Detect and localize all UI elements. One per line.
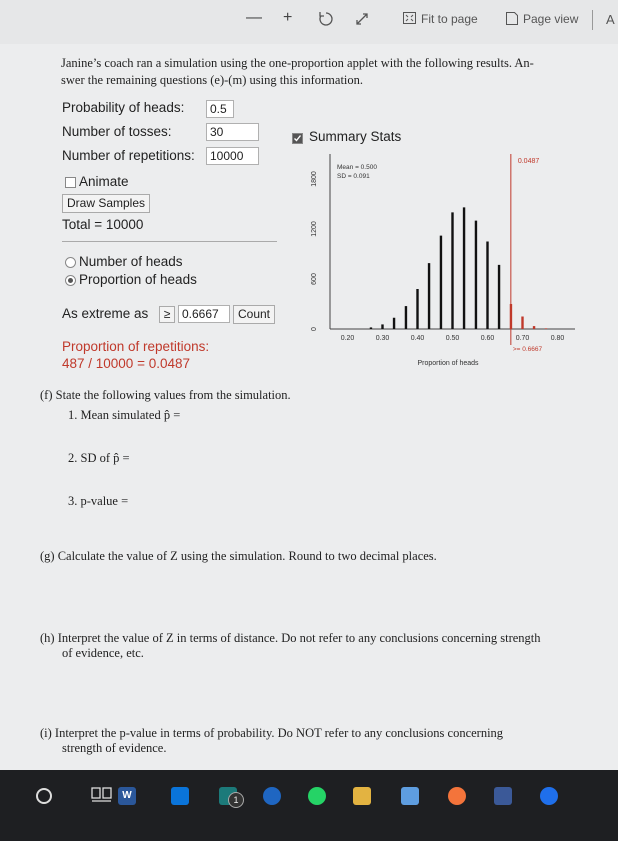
page-view-icon bbox=[506, 12, 518, 28]
y-tick-label: 1200 bbox=[311, 221, 318, 237]
x-tick-label: 0.40 bbox=[410, 335, 425, 342]
pdf-toolbar bbox=[0, 0, 618, 45]
summary-stats-checkbox[interactable] bbox=[292, 133, 303, 144]
total-label: Total = 10000 bbox=[62, 217, 144, 232]
file-explorer-icon[interactable] bbox=[353, 787, 371, 805]
facebook-icon[interactable] bbox=[494, 787, 512, 805]
probability-input[interactable]: 0.5 bbox=[206, 100, 234, 118]
extreme-operator-select[interactable]: ≥ bbox=[159, 306, 175, 323]
x-tick-label: 0.80 bbox=[550, 335, 565, 342]
extreme-label: As extreme as bbox=[62, 306, 149, 321]
animate-label: Animate bbox=[79, 174, 129, 189]
tail-proportion-label: 0.0487 bbox=[517, 158, 540, 165]
question-g: (g) Calculate the value of Z using the simulation. Round to two decimal places. bbox=[40, 549, 437, 563]
intro-line-2: swer the remaining questions (e)-(m) using this information. bbox=[61, 73, 364, 87]
question-i-line-2: strength of evidence. bbox=[62, 741, 167, 755]
proportion-result-label: Proportion of repetitions: bbox=[62, 339, 210, 354]
x-tick-label: 0.60 bbox=[480, 335, 495, 342]
x-axis-label: Proportion of heads bbox=[417, 360, 479, 367]
zoom-in-button[interactable]: + bbox=[283, 9, 293, 26]
cutoff-label: >= 0.6667 bbox=[512, 346, 543, 353]
tosses-input[interactable]: 30 bbox=[206, 123, 259, 141]
count-button[interactable]: Count bbox=[233, 305, 275, 324]
document-page bbox=[0, 44, 618, 770]
tosses-label: Number of tosses: bbox=[62, 124, 172, 139]
checkmark-icon bbox=[293, 134, 302, 143]
question-f2: 2. SD of p̂ = bbox=[68, 451, 130, 465]
sd-stat: SD = 0.091 bbox=[337, 173, 370, 180]
edge-browser-icon[interactable] bbox=[263, 787, 281, 805]
mean-stat: Mean = 0.500 bbox=[337, 164, 377, 171]
fit-to-page-button[interactable]: Fit to page bbox=[421, 12, 478, 26]
toolbar-divider bbox=[592, 10, 593, 30]
question-h-line-2: of evidence, etc. bbox=[62, 646, 144, 660]
taskbar bbox=[0, 770, 618, 841]
cortana-icon[interactable] bbox=[36, 788, 52, 804]
summary-stats-label: Summary Stats bbox=[309, 129, 402, 144]
y-tick-label: 600 bbox=[311, 273, 318, 285]
fullscreen-icon[interactable] bbox=[354, 11, 370, 30]
question-h-line-1: (h) Interpret the value of Z in terms of distance. Do not refer to any conclusions concerning strength bbox=[40, 631, 541, 645]
store-app-icon[interactable] bbox=[171, 787, 189, 805]
number-of-heads-label: Number of heads bbox=[79, 254, 183, 269]
proportion-result-value: 487 / 10000 = 0.0487 bbox=[62, 356, 190, 371]
question-f3: 3. p-value = bbox=[68, 494, 129, 508]
question-f-title: (f) State the following values from the simulation. bbox=[40, 388, 291, 402]
proportion-of-heads-label: Proportion of heads bbox=[79, 272, 197, 287]
intro-line-1: Janine’s coach ran a simulation using the one-proportion applet with the following results. An- bbox=[61, 56, 534, 70]
x-tick-label: 0.30 bbox=[375, 335, 390, 342]
probability-label: Probability of heads: bbox=[62, 100, 185, 115]
x-tick-label: 0.20 bbox=[340, 335, 355, 342]
draw-samples-button[interactable]: Draw Samples bbox=[62, 194, 150, 213]
y-tick-label: 0 bbox=[311, 327, 318, 331]
music-app-icon[interactable] bbox=[448, 787, 466, 805]
whatsapp-icon[interactable] bbox=[308, 787, 326, 805]
proportion-histogram bbox=[300, 144, 585, 374]
question-f1: 1. Mean simulated p̂ = bbox=[68, 408, 181, 422]
number-of-heads-radio[interactable] bbox=[65, 257, 76, 268]
x-tick-label: 0.50 bbox=[445, 335, 460, 342]
fit-to-page-icon bbox=[403, 12, 416, 27]
extreme-value-input[interactable]: 0.6667 bbox=[178, 305, 230, 323]
repetitions-input[interactable]: 10000 bbox=[206, 147, 259, 165]
word-app-icon[interactable]: W bbox=[118, 787, 136, 805]
question-i-line-1: (i) Interpret the p-value in terms of probability. Do NOT refer to any conclusions concerning bbox=[40, 726, 504, 740]
stocks-app-icon[interactable] bbox=[540, 787, 558, 805]
panel-divider bbox=[62, 241, 277, 242]
radio-selected-dot bbox=[68, 278, 73, 283]
proportion-of-heads-radio[interactable] bbox=[65, 275, 76, 286]
rotate-icon[interactable] bbox=[318, 11, 334, 30]
y-tick-label: 1800 bbox=[311, 171, 318, 187]
repetitions-label: Number of repetitions: bbox=[62, 148, 195, 163]
x-tick-label: 0.70 bbox=[515, 335, 530, 342]
mail-icon[interactable] bbox=[401, 787, 419, 805]
text-size-button[interactable]: A bbox=[606, 12, 615, 27]
page-view-button[interactable]: Page view bbox=[523, 12, 579, 26]
notification-badge: 1 bbox=[228, 792, 244, 808]
task-view-icon[interactable] bbox=[91, 786, 113, 804]
animate-checkbox[interactable] bbox=[65, 177, 76, 188]
zoom-out-button[interactable]: — bbox=[246, 9, 262, 26]
